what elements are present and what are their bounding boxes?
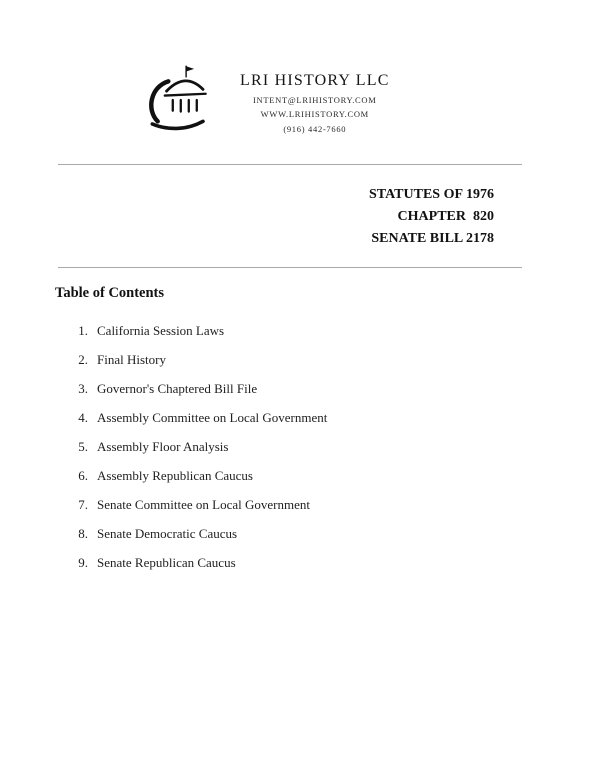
item-label: California Session Laws <box>97 323 225 338</box>
company-website: WWW.LRIHISTORY.COM <box>260 109 369 119</box>
bill-reference-block <box>0 184 494 250</box>
list-item <box>55 352 600 368</box>
list-item <box>55 381 600 397</box>
list-item <box>55 410 600 426</box>
item-label: Final History <box>97 352 166 367</box>
list-item <box>55 555 600 571</box>
list-item <box>55 323 600 339</box>
list-item <box>55 497 600 513</box>
item-number: 5. <box>78 439 88 454</box>
item-label: Governor's Chaptered Bill File <box>97 381 258 396</box>
list-item <box>55 468 600 484</box>
company-phone: (916) 442-7660 <box>283 123 347 134</box>
company-email: INTENT@LRIHISTORY.COM <box>253 94 377 105</box>
senate-bill-line: SENATE BILL 2178 <box>371 231 494 246</box>
toc-list <box>55 323 600 571</box>
item-label: Assembly Republican Caucus <box>97 468 253 483</box>
item-number: 8. <box>78 526 88 541</box>
item-number: 6. <box>78 468 88 483</box>
letterhead <box>0 0 600 140</box>
divider-bottom <box>58 267 522 268</box>
chapter-line: CHAPTER 820 <box>397 209 494 224</box>
statutes-line: STATUTES OF 1976 <box>369 187 494 202</box>
item-label: Senate Republican Caucus <box>97 555 236 570</box>
item-number: 1. <box>78 323 88 338</box>
item-label: Senate Democratic Caucus <box>97 526 238 541</box>
company-block <box>240 60 390 134</box>
item-number: 4. <box>78 410 88 425</box>
item-number: 3. <box>78 381 88 396</box>
item-number: 7. <box>78 497 88 512</box>
item-number: 2. <box>78 352 88 367</box>
divider-top <box>58 164 522 165</box>
toc-title: Table of Contents <box>55 285 165 301</box>
capitol-logo-icon <box>138 60 220 140</box>
item-label: Assembly Floor Analysis <box>97 439 229 454</box>
item-label: Assembly Committee on Local Government <box>97 410 328 425</box>
table-of-contents <box>55 285 600 571</box>
list-item <box>55 526 600 542</box>
company-name: LRI HISTORY LLC <box>240 72 390 89</box>
list-item <box>55 439 600 455</box>
item-number: 9. <box>78 555 88 570</box>
item-label: Senate Committee on Local Government <box>97 497 310 512</box>
